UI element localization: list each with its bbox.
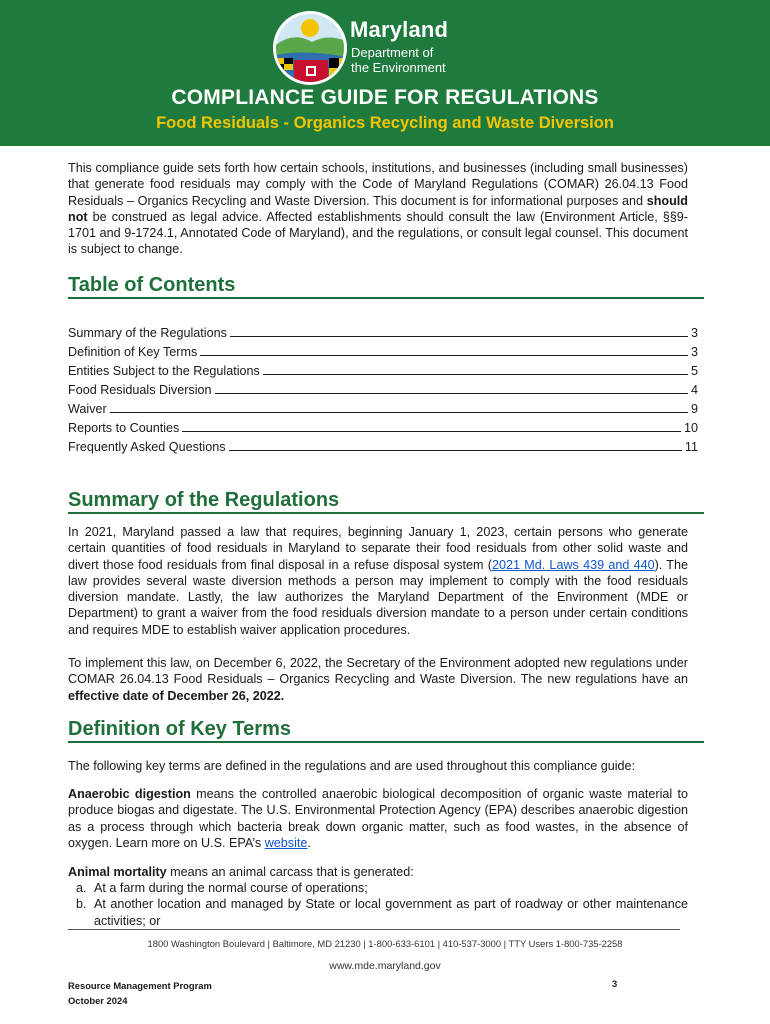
animal-mortality-list — [68, 880, 688, 929]
footer-left — [68, 978, 212, 1008]
footer-website[interactable]: www.mde.maryland.gov — [329, 960, 441, 972]
toc-entry[interactable] — [68, 440, 698, 459]
toc-leader — [200, 354, 688, 356]
definition-anaerobic-digestion — [68, 786, 688, 851]
toc-entry-page: 3 — [690, 345, 698, 359]
toc-entry[interactable] — [68, 421, 698, 440]
document-title: COMPLIANCE GUIDE FOR REGULATIONS — [171, 86, 599, 109]
toc-entry[interactable] — [68, 364, 698, 383]
toc-entry-page: 3 — [690, 326, 698, 340]
intro-text-1: This compliance guide sets forth how certain schools, institutions, and businesses (including small businesses) that generate food residuals may comply with the Code of Maryland Regulations (COMAR) 26.04.13 Food Residuals – Organics Recycling and Waste Diversion. This document is for informational purposes and — [68, 161, 688, 208]
toc-leader — [182, 430, 681, 432]
org-name: Maryland — [350, 17, 449, 42]
toc-leader — [229, 449, 682, 451]
intro-text-2: be construed as legal advice. Affected establishments should consult the law (Environment Article, §§9-1701 and 9-1724.1, Annotated Code of Maryland), and the regulations, or consult legal counsel. This document is subject to change. — [68, 209, 688, 257]
summary-heading: Summary of the Regulations — [68, 489, 704, 514]
list-item — [68, 880, 688, 896]
footer-page-number: 3 — [612, 978, 618, 989]
toc-entry-label: Summary of the Regulations — [68, 326, 227, 340]
toc-entry-label: Frequently Asked Questions — [68, 440, 226, 454]
toc-entry[interactable] — [68, 383, 698, 402]
epa-website-link[interactable]: website — [264, 835, 308, 850]
toc-entry-label: Food Residuals Diversion — [68, 383, 212, 397]
toc-entry-page: 9 — [690, 402, 698, 416]
md-laws-link[interactable]: 2021 Md. Laws 439 and 440 — [491, 557, 655, 572]
document-subtitle: Food Residuals - Organics Recycling and Waste Diversion — [156, 114, 614, 132]
toc-entry-label: Waiver — [68, 402, 107, 416]
toc-entry-page: 10 — [683, 421, 698, 435]
term-animal-mortality: Animal mortality — [68, 865, 167, 879]
toc-leader — [215, 392, 688, 394]
summary-text-1a: In 2021, Maryland passed a law that requires, beginning January 1, 2023, certain persons who generate certain quantities of food residuals in Maryland to separate their food residuals from other solid waste and divert those food residuals from final disposal in a refuse disposal system ( — [68, 525, 688, 572]
definitions-intro: The following key terms are defined in the regulations and are used throughout this compliance guide: — [68, 759, 636, 773]
am-text: means an animal carcass that is generated: — [166, 865, 414, 879]
footer-address: 1800 Washington Boulevard | Baltimore, MD 21230 | 1-800-633-6101 | 410-537-3000 | TTY Users 1-800-735-2258 — [147, 938, 623, 949]
toc-entry-label: Entities Subject to the Regulations — [68, 364, 260, 378]
list-text: At a farm during the normal course of operations; — [94, 881, 368, 895]
intro-paragraph — [68, 160, 688, 258]
definition-animal-mortality — [68, 864, 688, 880]
list-item — [68, 896, 688, 929]
summary-text-2a: To implement this law, on December 6, 2022, the Secretary of the Environment adopted new regulations under COMAR 26.04.13 Food Residuals – Organics Recycling and Waste Diversion. The new regulations have an — [68, 656, 688, 687]
org-sub-line-1: Department of — [351, 45, 434, 60]
ad-text: means the controlled anaerobic biological decomposition of organic waste material to produce biogas and digestate. The U.S. Environmental Protection Agency (EPA) describes anaerobic digestion as a process through which bacteria break down organic matter, such as food wastes, in the absence of oxygen. Learn more on U.S. EPA’s — [68, 787, 688, 850]
toc-entry-page: 5 — [690, 364, 698, 378]
toc-entry[interactable] — [68, 326, 698, 345]
footer-program: Resource Management Program — [68, 980, 212, 991]
summary-paragraph-2 — [68, 655, 688, 704]
summary-paragraph-1 — [68, 524, 688, 638]
header-banner — [0, 0, 770, 146]
toc-entry-label: Definition of Key Terms — [68, 345, 198, 359]
list-marker: a. — [76, 881, 87, 895]
summary-text-1b: ). The law provides several waste diversion methods a person may implement to comply with the food residuals diversion mandate. Lastly, the law authorizes the Maryland Department of the Environment (MDE or Department) to grant a waiver from the food residuals diversion mandate to a person under certain conditions and requires MDE to establish waiver application procedures. — [68, 557, 688, 637]
toc-entry[interactable] — [68, 402, 698, 421]
footer-date: October 2024 — [68, 995, 128, 1006]
intro-bold: should not — [68, 193, 688, 224]
table-of-contents — [68, 326, 698, 459]
toc-entry[interactable] — [68, 345, 698, 364]
effective-date: effective date of December 26, 2022. — [68, 688, 285, 703]
org-subtitle — [351, 45, 446, 75]
definitions-heading: Definition of Key Terms — [68, 718, 704, 743]
list-text: At another location and managed by State or local government as part of roadway or other maintenance activities; or — [94, 897, 688, 928]
toc-entry-page: 4 — [690, 383, 698, 397]
toc-entry-label: Reports to Counties — [68, 421, 180, 435]
org-sub-line-2: the Environment — [351, 60, 446, 75]
toc-heading: Table of Contents — [68, 274, 704, 299]
toc-entry-page: 11 — [684, 440, 698, 454]
list-marker: b. — [76, 897, 87, 912]
footer-divider — [68, 929, 680, 930]
toc-leader — [230, 335, 688, 337]
term-anaerobic-digestion: Anaerobic digestion — [68, 787, 191, 801]
toc-leader — [110, 411, 688, 413]
ad-end: . — [307, 835, 311, 850]
toc-leader — [263, 373, 688, 375]
